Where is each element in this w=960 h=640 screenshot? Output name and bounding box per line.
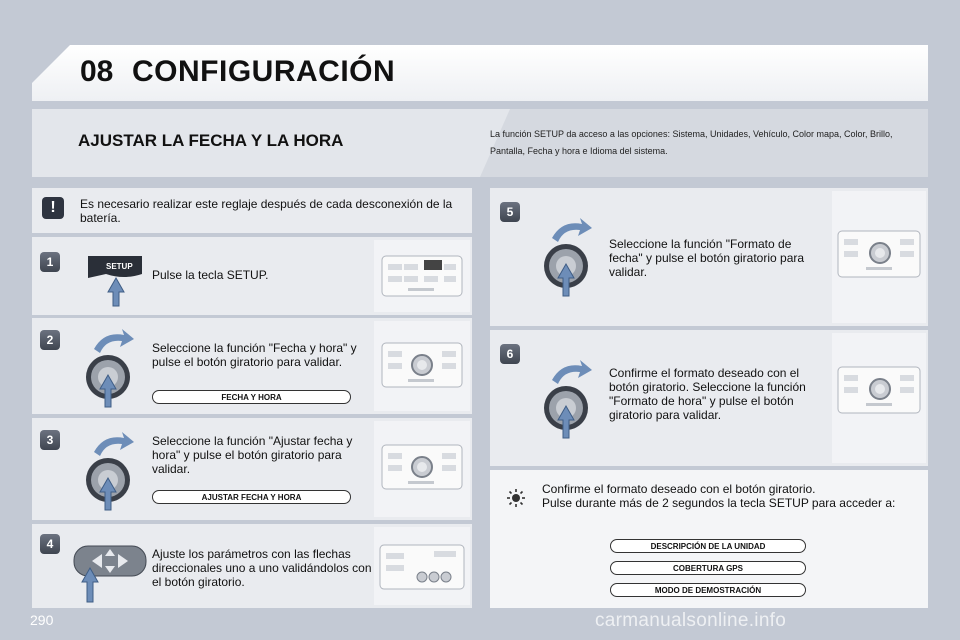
step-6-number: 6 <box>500 344 520 364</box>
watermark: carmanualsonline.info <box>595 610 787 631</box>
step-2-text: Seleccione la función "Fecha y hora" y pulse el botón giratorio para validar. <box>152 341 357 369</box>
descripcion-unidad-menu-item: DESCRIPCIÓN DE LA UNIDAD <box>610 539 806 553</box>
cobertura-gps-menu-item: COBERTURA GPS <box>610 561 806 575</box>
section-title: AJUSTAR LA FECHA Y LA HORA <box>78 131 344 150</box>
warning-text: Es necesario realizar este reglaje después de cada desconexión de la batería. <box>80 197 453 225</box>
step-4-console-image <box>374 527 470 605</box>
step-3-console-image <box>374 421 470 517</box>
rotary-knob-press-icon <box>78 428 148 512</box>
step-3-text: Seleccione la función "Ajustar fecha y hora" y pulse el botón giratorio para validar. <box>152 434 353 476</box>
rotary-knob-press-icon <box>536 214 606 298</box>
step-1-console-image <box>374 240 470 312</box>
direction-arrows-press-icon <box>70 538 150 604</box>
rotary-knob-press-icon <box>78 325 148 409</box>
step-5-text: Seleccione la función "Formato de fecha" y pulse el botón giratorio para validar. <box>609 237 805 279</box>
step-1-number: 1 <box>40 252 60 272</box>
intro-text: La función SETUP da acceso a las opciones: Sistema, Unidades, Vehículo, Color mapa, Color, Brillo, Pantalla, Fecha y hora e Idioma del sistema. <box>490 129 893 156</box>
svg-text:SETUP: SETUP <box>106 262 133 271</box>
step-6-console-image <box>832 333 926 463</box>
step-2-number: 2 <box>40 330 60 350</box>
step-2-console-image <box>374 321 470 411</box>
tip-line-1: Confirme el formato deseado con el botón giratorio. <box>542 482 816 496</box>
step-4-text: Ajuste los parámetros con las flechas direccionales uno a uno validándolos con el botón giratorio. <box>152 547 372 589</box>
chapter-number: 08 <box>80 55 114 88</box>
sun-tip-icon <box>506 488 526 508</box>
setup-key-press-icon <box>84 252 146 308</box>
chapter-title: CONFIGURACIÓN <box>132 55 396 88</box>
rotary-knob-press-icon <box>536 356 606 440</box>
step-6-text: Confirme el formato deseado con el botón giratorio. Seleccione la función "Formato de hora" y pulse el botón giratorio para validar. <box>609 366 806 422</box>
page-number: 290 <box>30 612 54 628</box>
ajustar-fecha-y-hora-menu-item: AJUSTAR FECHA Y HORA <box>152 490 351 504</box>
exclamation-icon: ! <box>42 197 64 219</box>
step-3-number: 3 <box>40 430 60 450</box>
step-5-console-image <box>832 191 926 323</box>
tip-line-2: Pulse durante más de 2 segundos la tecla SETUP para acceder a: <box>542 496 896 510</box>
fecha-y-hora-menu-item: FECHA Y HORA <box>152 390 351 404</box>
step-5-number: 5 <box>500 202 520 222</box>
step-4-number: 4 <box>40 534 60 554</box>
step-1-text: Pulse la tecla SETUP. <box>152 268 269 282</box>
modo-demostracion-menu-item: MODO DE DEMOSTRACIÓN <box>610 583 806 597</box>
